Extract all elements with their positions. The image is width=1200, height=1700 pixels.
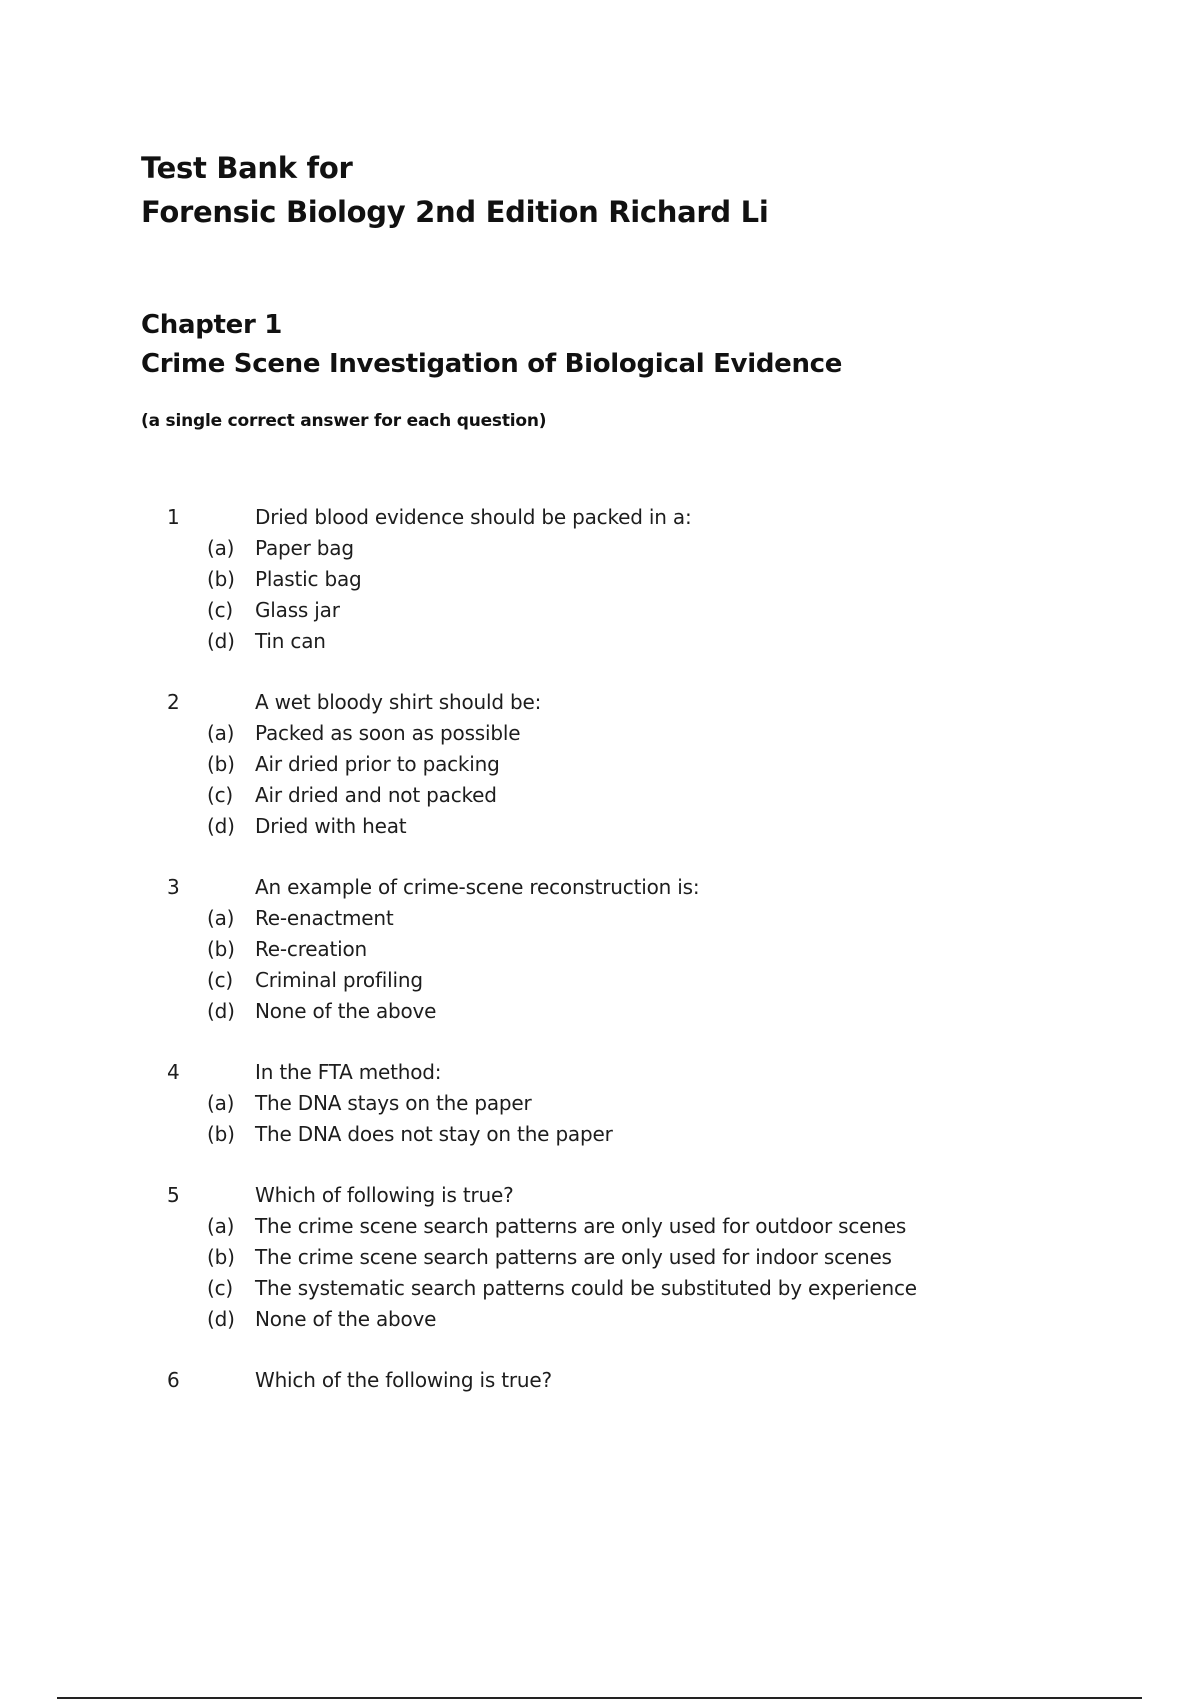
question-item bbox=[0, 1057, 1200, 1150]
question-item bbox=[0, 687, 1200, 842]
option-text: The crime scene search patterns are only used for indoor scenes bbox=[255, 1245, 892, 1269]
option-text: None of the above bbox=[255, 999, 437, 1023]
option-label: (c) bbox=[207, 783, 234, 807]
option-text: Paper bag bbox=[255, 536, 354, 560]
option-label: (a) bbox=[207, 721, 235, 745]
option-label: (d) bbox=[207, 814, 235, 838]
option-label: (c) bbox=[207, 968, 234, 992]
question-row bbox=[0, 1180, 1200, 1211]
option-label: (d) bbox=[207, 1307, 235, 1331]
title-line-2: Forensic Biology 2nd Edition Richard Li bbox=[141, 195, 769, 229]
question-number: 1 bbox=[167, 505, 180, 529]
chapter-label: Chapter 1 bbox=[141, 310, 283, 340]
answer-option bbox=[0, 1304, 1200, 1335]
answer-option bbox=[0, 1119, 1200, 1150]
question-text: Which of following is true? bbox=[255, 1183, 514, 1207]
option-label: (a) bbox=[207, 906, 235, 930]
option-text: Re-enactment bbox=[255, 906, 394, 930]
answer-option bbox=[0, 626, 1200, 657]
question-text: An example of crime-scene reconstruction is: bbox=[255, 875, 700, 899]
answer-option bbox=[0, 965, 1200, 996]
option-text: Re-creation bbox=[255, 937, 367, 961]
question-list bbox=[0, 502, 1200, 1426]
question-text: Dried blood evidence should be packed in a: bbox=[255, 505, 692, 529]
question-text: A wet bloody shirt should be: bbox=[255, 690, 542, 714]
option-text: Air dried prior to packing bbox=[255, 752, 500, 776]
option-label: (a) bbox=[207, 1091, 235, 1115]
question-row bbox=[0, 687, 1200, 718]
question-number: 2 bbox=[167, 690, 180, 714]
document-title bbox=[141, 146, 768, 234]
answer-option bbox=[0, 1088, 1200, 1119]
option-label: (a) bbox=[207, 536, 235, 560]
question-row bbox=[0, 1057, 1200, 1088]
option-label: (d) bbox=[207, 629, 235, 653]
question-row bbox=[0, 872, 1200, 903]
option-text: Air dried and not packed bbox=[255, 783, 497, 807]
option-label: (b) bbox=[207, 752, 235, 776]
question-row bbox=[0, 1365, 1200, 1396]
question-item bbox=[0, 1365, 1200, 1396]
option-label: (b) bbox=[207, 1122, 235, 1146]
answer-option bbox=[0, 749, 1200, 780]
answer-option bbox=[0, 996, 1200, 1027]
answer-option bbox=[0, 718, 1200, 749]
answer-option bbox=[0, 564, 1200, 595]
question-item bbox=[0, 502, 1200, 657]
option-label: (c) bbox=[207, 1276, 234, 1300]
question-row bbox=[0, 502, 1200, 533]
option-text: Tin can bbox=[255, 629, 326, 653]
option-text: None of the above bbox=[255, 1307, 437, 1331]
option-text: Glass jar bbox=[255, 598, 340, 622]
question-number: 6 bbox=[167, 1368, 180, 1392]
option-label: (b) bbox=[207, 1245, 235, 1269]
chapter-heading bbox=[141, 306, 842, 384]
question-item bbox=[0, 872, 1200, 1027]
answer-option bbox=[0, 780, 1200, 811]
option-text: Criminal profiling bbox=[255, 968, 423, 992]
title-line-1: Test Bank for bbox=[141, 151, 353, 185]
answer-option bbox=[0, 595, 1200, 626]
option-label: (d) bbox=[207, 999, 235, 1023]
answer-option bbox=[0, 811, 1200, 842]
answer-option bbox=[0, 903, 1200, 934]
question-item bbox=[0, 1180, 1200, 1335]
option-label: (a) bbox=[207, 1214, 235, 1238]
option-text: Packed as soon as possible bbox=[255, 721, 521, 745]
answer-option bbox=[0, 533, 1200, 564]
footer-divider bbox=[57, 1697, 1142, 1699]
option-text: The systematic search patterns could be substituted by experience bbox=[255, 1276, 917, 1300]
option-text: Dried with heat bbox=[255, 814, 407, 838]
question-number: 4 bbox=[167, 1060, 180, 1084]
question-number: 3 bbox=[167, 875, 180, 899]
option-label: (c) bbox=[207, 598, 234, 622]
option-label: (b) bbox=[207, 567, 235, 591]
option-text: The crime scene search patterns are only used for outdoor scenes bbox=[255, 1214, 907, 1238]
option-text: Plastic bag bbox=[255, 567, 362, 591]
question-number: 5 bbox=[167, 1183, 180, 1207]
option-text: The DNA does not stay on the paper bbox=[255, 1122, 613, 1146]
answer-option bbox=[0, 934, 1200, 965]
instruction-text: (a single correct answer for each question) bbox=[141, 411, 547, 431]
answer-option bbox=[0, 1211, 1200, 1242]
chapter-name: Crime Scene Investigation of Biological Evidence bbox=[141, 349, 843, 379]
answer-option bbox=[0, 1242, 1200, 1273]
answer-option bbox=[0, 1273, 1200, 1304]
question-text: In the FTA method: bbox=[255, 1060, 442, 1084]
option-label: (b) bbox=[207, 937, 235, 961]
option-text: The DNA stays on the paper bbox=[255, 1091, 532, 1115]
question-text: Which of the following is true? bbox=[255, 1368, 552, 1392]
